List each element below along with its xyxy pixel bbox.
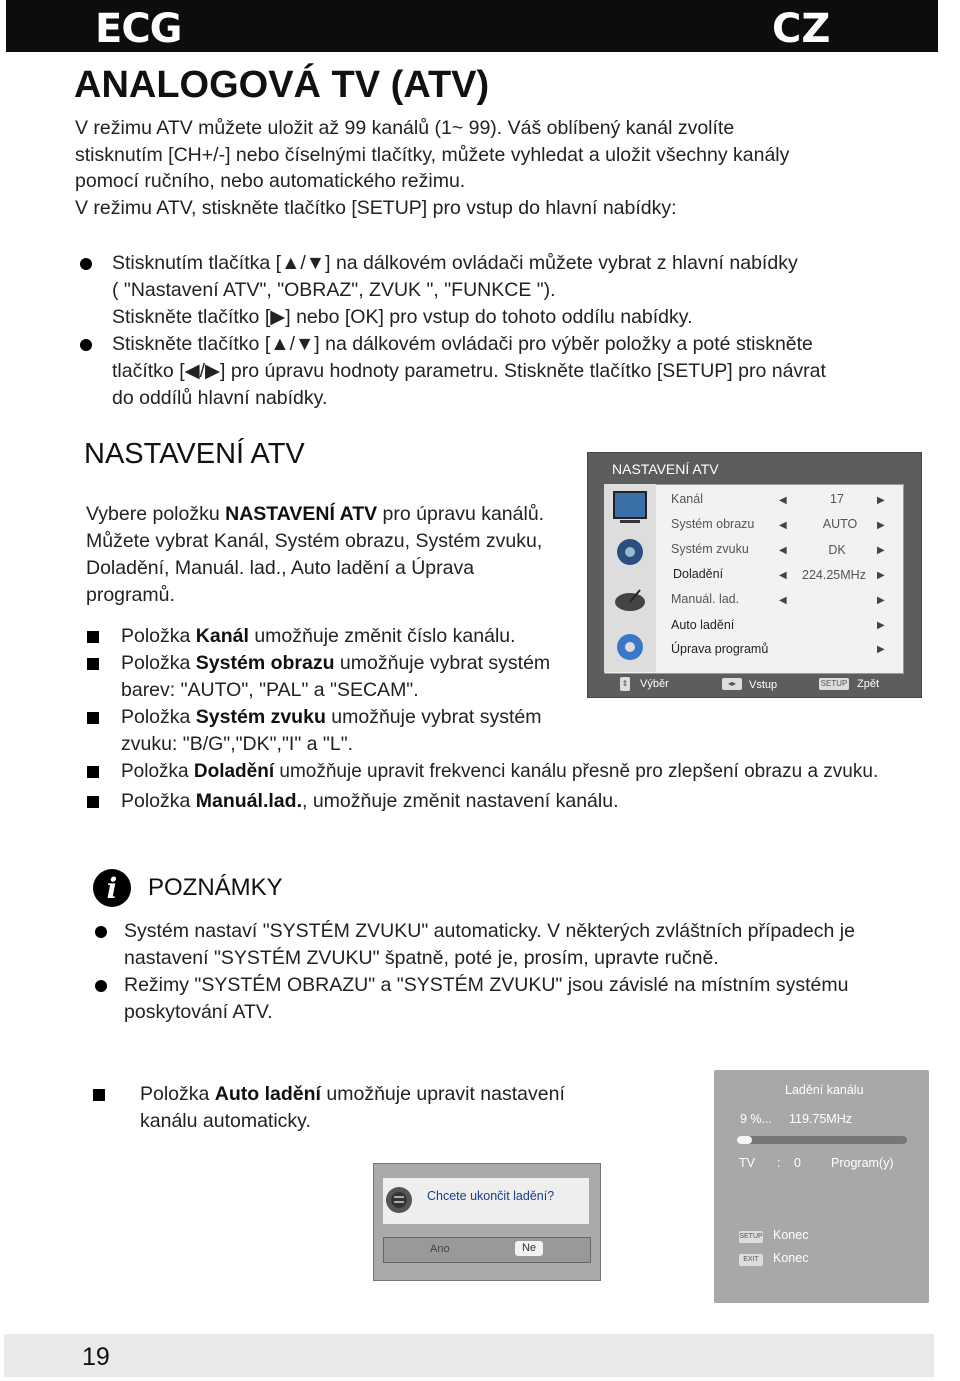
item-line (121, 650, 550, 677)
tv-icon (614, 492, 646, 518)
menu-icon-column (604, 484, 656, 672)
menu-icons (604, 484, 656, 672)
text: Položka (140, 1083, 215, 1105)
tuning-colon: : (777, 1156, 781, 1170)
menu-item-value: 224.25MHz (802, 568, 866, 582)
text: tlačítko [ (112, 360, 185, 382)
down-arrow-icon: ▼ (294, 333, 315, 355)
bullet-line: tlačítko [◀/▶] pro úpravu hodnoty parametru. Stiskněte tlačítko [SETUP] pro návrat (112, 360, 826, 382)
menu-item-label[interactable]: Systém obrazu (671, 517, 755, 531)
item-line (121, 758, 878, 785)
note-line: poskytování ATV. (124, 1001, 273, 1023)
footer-back-label: Zpět (857, 678, 880, 690)
intro-line: V režimu ATV můžete uložit až 99 kanálů (1~ 99). Váš oblíbený kanál zvolíte (75, 117, 735, 139)
dialog-ano-button[interactable]: Ano (430, 1243, 450, 1255)
text: Položka (121, 790, 196, 812)
svg-text:i: i (106, 872, 118, 905)
left-arrow-icon[interactable]: ◀ (779, 495, 787, 506)
tuning-progress-track (737, 1136, 907, 1144)
bullet-line: Stiskněte tlačítko [▲/▼] na dálkovém ovládači pro výběr položky a poté stiskněte (112, 333, 813, 355)
text: umožňuje změnit číslo kanálu. (248, 625, 516, 647)
left-arrow-icon[interactable]: ◀ (779, 595, 787, 606)
line (86, 501, 544, 528)
left-arrow-icon[interactable]: ◀ (779, 545, 787, 556)
text: umožňuje vybrat systém (325, 706, 542, 728)
setup-key-icon: SETUP (739, 1231, 763, 1243)
page-title: ANALOGOVÁ TV (ATV) (74, 64, 490, 106)
bullet-square (87, 766, 99, 778)
line: Můžete vybrat Kanál, Systém obrazu, Systém zvuku, (86, 530, 543, 552)
text: Stiskněte tlačítko [ (112, 306, 271, 328)
bullet-square (87, 658, 99, 670)
bold-text: NASTAVENÍ ATV (225, 503, 378, 525)
tuning-title: Ladění kanálu (785, 1083, 864, 1097)
item-line (121, 623, 516, 650)
text: ] na dálkovém ovládači můžete vybrat z hlavní nabídky (325, 252, 798, 274)
up-arrow-icon: ▲ (270, 333, 290, 355)
dialog-buttons-bar (383, 1237, 591, 1263)
footer-select-label: Výběr (640, 678, 669, 690)
note-2 (124, 972, 848, 1026)
note-line: nastavení "SYSTÉM ZVUKU" špatně, poté je, prosím, upravte ručně. (124, 947, 719, 969)
right-arrow-icon: ▶ (205, 360, 221, 382)
up-arrow-icon: ▲ (281, 252, 301, 274)
right-arrow-icon[interactable]: ▶ (877, 644, 885, 655)
tuning-setup-label[interactable]: Konec (773, 1228, 809, 1242)
text: Položka (121, 706, 196, 728)
bold-text: Systém zvuku (195, 706, 326, 728)
intro-text (75, 115, 789, 221)
text: umožňuje upravit frekvenci kanálu přesně pro zlepšení obrazu a zvuku. (274, 761, 879, 782)
section-paragraph (86, 501, 544, 609)
menu-item-label[interactable]: Systém zvuku (671, 542, 749, 556)
text: Vybere položku (86, 503, 226, 525)
right-arrow-icon[interactable]: ▶ (877, 545, 885, 556)
text: ] pro úpravu hodnoty parametru. Stiskněte tlačítko [SETUP] pro návrat (220, 360, 826, 382)
tv-stand-icon (620, 520, 640, 523)
intro-line: stisknutím [CH+/-] nebo číselnými tlačítky, můžete vyhledat a uložit všechny kanály (75, 143, 790, 166)
text: Položka (121, 652, 196, 674)
question-icon (384, 1185, 414, 1215)
intro-line: V režimu ATV, stiskněte tlačítko [SETUP] pro vstup do hlavní nabídky: (75, 196, 677, 219)
bullet-square (87, 631, 99, 643)
menu-item-value: DK (828, 543, 846, 557)
text: Položka (121, 761, 194, 782)
menu-item-label[interactable]: Doladění (673, 567, 724, 581)
bullet-1 (112, 250, 798, 331)
text: Stiskněte tlačítko [ (112, 333, 271, 355)
gear-icon-center (625, 642, 635, 652)
note-line: Režimy "SYSTÉM OBRAZU" a "SYSTÉM ZVUKU" jsou závislé na místním systému (124, 974, 849, 996)
menu-title: NASTAVENÍ ATV (612, 461, 719, 477)
tuning-tv-label: TV (739, 1156, 755, 1170)
left-arrow-icon[interactable]: ◀ (779, 570, 787, 581)
tuning-percent: 9 %... (740, 1112, 772, 1126)
text: pro úpravu kanálů. (377, 503, 545, 525)
channel-tuning-panel (714, 1070, 929, 1303)
item-line-cont: zvuku: "B/G","DK","I" a "L". (121, 733, 354, 755)
menu-item-value: 17 (830, 492, 844, 506)
bullet-2 (112, 331, 826, 412)
language-code: CZ (772, 6, 831, 52)
right-arrow-icon[interactable]: ▶ (877, 570, 885, 581)
menu-item-label[interactable]: Auto ladění (671, 618, 735, 632)
note-line: Systém nastaví "SYSTÉM ZVUKU" automaticky. V některých zvláštních případech je (124, 920, 855, 942)
bold-text: Kanál (195, 625, 249, 647)
setup-key-icon: SETUP (820, 679, 848, 688)
bullet-square (87, 712, 99, 724)
left-arrow-icon: ◀ (184, 360, 200, 382)
menu-item-value: AUTO (822, 517, 858, 531)
footer-enter-label: Vstup (749, 679, 778, 691)
bullet-line (112, 304, 798, 331)
text: umožňuje vybrat systém (334, 652, 551, 674)
bullet-dot (80, 339, 92, 351)
right-arrow-icon: ▶ (270, 306, 286, 328)
menu-item-label[interactable]: Úprava programů (671, 642, 769, 656)
item-line-cont: barev: "AUTO", "PAL" a "SECAM". (121, 679, 419, 701)
picture-icon-center (625, 547, 635, 557)
item-line (121, 788, 619, 815)
page-footer (4, 1334, 934, 1377)
section-heading: NASTAVENÍ ATV (84, 438, 305, 470)
bullet-line: do oddílů hlavní nabídky. (112, 387, 328, 409)
notes-heading: POZNÁMKY (148, 874, 283, 901)
exit-key-icon: EXIT (739, 1254, 763, 1266)
right-arrow-icon[interactable]: ▶ (877, 595, 885, 606)
bullet-dot (80, 258, 92, 270)
right-arrow-icon[interactable]: ▶ (877, 620, 885, 631)
down-arrow-icon: ▼ (305, 252, 326, 274)
text: Stisknutím tlačítka [ (112, 252, 282, 274)
tuning-frequency: 119.75MHz (789, 1112, 852, 1126)
bold-text: Systém obrazu (195, 652, 335, 674)
bold-text: Doladění (193, 761, 275, 782)
page-number: 19 (82, 1343, 110, 1371)
tuning-progress-fill (737, 1136, 752, 1144)
bullet-square (87, 796, 99, 808)
tuning-program-label: Program(y) (831, 1156, 894, 1170)
up-down-key-icon: ⇕ (620, 677, 630, 691)
tuning-exit-label[interactable]: Konec (773, 1251, 809, 1265)
right-arrow-icon[interactable]: ▶ (877, 520, 885, 531)
bullet-line: Stisknutím tlačítka [▲/▼] na dálkovém ovládači můžete vybrat z hlavní nabídky (112, 252, 798, 274)
text: ] nebo [OK] pro vstup do tohoto oddílu nabídky. (285, 306, 693, 328)
left-arrow-icon[interactable]: ◀ (779, 520, 787, 531)
intro-line: pomocí ručního, nebo automatického režimu. (75, 170, 466, 192)
menu-item-label[interactable]: Manuál. lad. (671, 592, 740, 606)
tuning-program-count: 0 (794, 1156, 801, 1170)
line: Doladění, Manuál. lad., Auto ladění a Úprava (86, 557, 475, 579)
line: kanálu automaticky. (140, 1110, 311, 1132)
left-right-key-icon: ◂▸ (722, 678, 742, 690)
text: , umožňuje změnit nastavení kanálu. (301, 790, 619, 812)
dialog-ne-button[interactable]: Ne (515, 1241, 543, 1256)
brand-logo: ECG (95, 6, 182, 52)
item-line (121, 704, 542, 731)
bullet-square (93, 1089, 105, 1101)
text: Položka (121, 625, 196, 647)
bold-text: Manuál.lad. (195, 790, 302, 812)
right-arrow-icon[interactable]: ▶ (877, 495, 885, 506)
bold-text: Auto ladění (214, 1083, 321, 1105)
bullet-dot (95, 980, 107, 992)
text: umožňuje upravit nastavení (320, 1083, 565, 1105)
note-1 (124, 918, 855, 972)
auto-tuning-text (140, 1081, 565, 1135)
menu-item-label[interactable]: Kanál (671, 492, 703, 506)
dialog-question: Chcete ukončit ladění? (427, 1189, 555, 1203)
bullet-line: ( "Nastavení ATV", "OBRAZ", ZVUK ", "FUNKCE "). (112, 279, 556, 301)
text: ] na dálkovém ovládači pro výběr položky a poté stiskněte (314, 333, 813, 355)
info-icon (92, 868, 132, 908)
line (140, 1081, 565, 1108)
bullet-dot (95, 926, 107, 938)
line: programů. (86, 584, 175, 606)
